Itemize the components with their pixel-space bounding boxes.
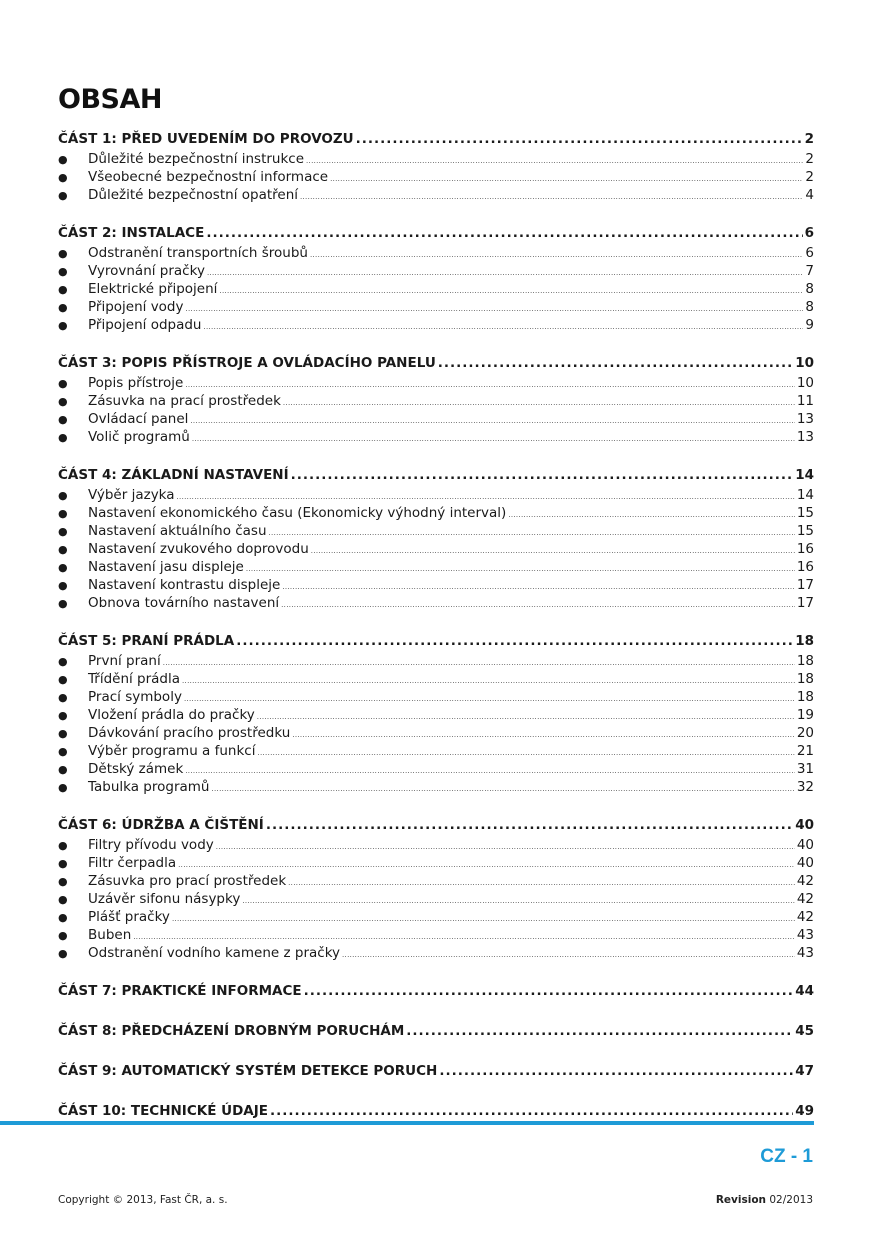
bullet-icon: ●: [58, 543, 68, 556]
dot-leader: [206, 222, 802, 244]
dot-leader: [304, 980, 794, 1002]
toc-item-page-number: 32: [796, 779, 814, 795]
toc-item[interactable]: [58, 742, 814, 760]
bullet-icon: ●: [58, 579, 68, 592]
toc-item-page-number: 40: [796, 837, 814, 853]
bullet-icon: ●: [58, 489, 68, 502]
toc-item-label: Připojení odpadu: [88, 317, 202, 333]
bullet-icon: ●: [58, 839, 68, 852]
toc-item-label: Zásuvka na prací prostředek: [88, 393, 281, 409]
toc-item-page-number: 15: [796, 523, 814, 539]
toc-item-page-number: 13: [796, 429, 814, 445]
revision-info: [716, 1194, 813, 1206]
toc-item-label: Popis přístroje: [88, 375, 184, 391]
bullet-icon: ●: [58, 709, 68, 722]
toc-section: [58, 1020, 814, 1042]
toc-item-label: Nastavení jasu displeje: [88, 559, 244, 575]
copyright-text: Copyright © 2013, Fast ČR, a. s.: [58, 1194, 228, 1206]
toc-item-label: Dávkování pracího prostředku: [88, 725, 291, 741]
toc-item-page-number: 6: [805, 245, 814, 261]
toc-item[interactable]: [58, 486, 814, 504]
toc-item-label: Vyrovnání pračky: [88, 263, 205, 279]
bullet-icon: ●: [58, 893, 68, 906]
toc-item[interactable]: [58, 652, 814, 670]
toc-item[interactable]: [58, 186, 814, 204]
toc-item-page-number: 15: [796, 505, 814, 521]
toc-section-heading[interactable]: [58, 464, 814, 486]
toc-item[interactable]: [58, 724, 814, 742]
toc-section-heading[interactable]: [58, 222, 814, 244]
bullet-icon: ●: [58, 265, 68, 278]
dot-leader: [133, 926, 795, 946]
section-title: ČÁST 9: AUTOMATICKÝ SYSTÉM DETEKCE PORUCH: [58, 1063, 438, 1079]
bullet-icon: ●: [58, 431, 68, 444]
toc-item-label: Vložení prádla do pračky: [88, 707, 255, 723]
dot-leader: [246, 558, 795, 578]
toc-item-page-number: 11: [796, 393, 814, 409]
toc-section: [58, 1060, 814, 1082]
toc-item[interactable]: [58, 504, 814, 522]
toc-item[interactable]: [58, 594, 814, 612]
section-page-number: 6: [804, 225, 814, 241]
toc-item-page-number: 4: [805, 187, 814, 203]
bullet-icon: ●: [58, 875, 68, 888]
toc-item-label: Nastavení aktuálního času: [88, 523, 267, 539]
toc-item[interactable]: [58, 298, 814, 316]
section-page-number: 2: [804, 131, 814, 147]
toc-item-label: Třídění prádla: [88, 671, 181, 687]
toc-item[interactable]: [58, 688, 814, 706]
toc-item[interactable]: [58, 836, 814, 854]
toc-item[interactable]: [58, 244, 814, 262]
dot-leader: [281, 594, 795, 614]
dot-leader: [212, 778, 795, 798]
bullet-icon: ●: [58, 171, 68, 184]
toc-item-label: Nastavení kontrastu displeje: [88, 577, 281, 593]
toc-item-label: Nastavení zvukového doprovodu: [88, 541, 309, 557]
dot-leader: [177, 486, 795, 506]
toc-section: [58, 1100, 814, 1122]
toc-item-label: Odstranění transportních šroubů: [88, 245, 308, 261]
toc-section: [58, 464, 814, 612]
toc-item-page-number: 8: [805, 299, 814, 315]
dot-leader: [186, 298, 804, 318]
toc-item-label: Elektrické připojení: [88, 281, 218, 297]
bullet-icon: ●: [58, 319, 68, 332]
toc-item-page-number: 42: [796, 909, 814, 925]
toc-section-heading[interactable]: [58, 128, 814, 150]
toc-section: [58, 222, 814, 334]
toc-item-label: Výběr programu a funkcí: [88, 743, 256, 759]
dot-leader: [219, 280, 803, 300]
toc-item-page-number: 31: [796, 761, 814, 777]
toc-item[interactable]: [58, 778, 814, 796]
dot-leader: [311, 540, 795, 560]
toc-item-label: Filtry přívodu vody: [88, 837, 214, 853]
section-title: ČÁST 10: TECHNICKÉ ÚDAJE: [58, 1103, 268, 1119]
toc-item-page-number: 2: [805, 151, 814, 167]
dot-leader: [269, 522, 795, 542]
bullet-icon: ●: [58, 189, 68, 202]
toc-item[interactable]: [58, 872, 814, 890]
toc-item[interactable]: [58, 576, 814, 594]
dot-leader: [192, 428, 795, 448]
toc-item-page-number: 21: [796, 743, 814, 759]
section-title: ČÁST 1: PŘED UVEDENÍM DO PROVOZU: [58, 131, 354, 147]
toc-item[interactable]: [58, 150, 814, 168]
dot-leader: [508, 504, 794, 524]
toc-item-label: Filtr čerpadla: [88, 855, 177, 871]
section-title: ČÁST 6: ÚDRŽBA A ČIŠTĚNÍ: [58, 817, 264, 833]
section-title: ČÁST 7: PRAKTICKÉ INFORMACE: [58, 983, 302, 999]
toc-item-page-number: 13: [796, 411, 814, 427]
dot-leader: [288, 872, 795, 892]
toc-section-heading[interactable]: [58, 352, 814, 374]
toc-item-page-number: 9: [805, 317, 814, 333]
dot-leader: [257, 706, 795, 726]
toc-item[interactable]: [58, 168, 814, 186]
bullet-icon: ●: [58, 929, 68, 942]
bullet-icon: ●: [58, 745, 68, 758]
toc-item[interactable]: [58, 854, 814, 872]
toc-item-page-number: 17: [796, 577, 814, 593]
toc-item-page-number: 42: [796, 873, 814, 889]
dot-leader: [172, 908, 795, 928]
toc-item-label: Volič programů: [88, 429, 190, 445]
bullet-icon: ●: [58, 395, 68, 408]
toc-section: [58, 980, 814, 1002]
toc-item-page-number: 16: [796, 559, 814, 575]
toc-section: [58, 352, 814, 446]
revision-label: Revision: [715, 1194, 767, 1206]
toc-item-page-number: 43: [796, 927, 814, 943]
toc-item-label: Všeobecné bezpečnostní informace: [88, 169, 329, 185]
toc-item[interactable]: [58, 670, 814, 688]
page-title: OBSAH: [58, 84, 162, 115]
dot-leader: [236, 630, 793, 652]
toc-item-page-number: 7: [805, 263, 814, 279]
bullet-icon: ●: [58, 597, 68, 610]
dot-leader: [283, 392, 795, 412]
toc-item-label: První praní: [88, 653, 161, 669]
toc-item[interactable]: [58, 890, 814, 908]
bullet-icon: ●: [58, 301, 68, 314]
bullet-icon: ●: [58, 507, 68, 520]
toc-item-label: Ovládací panel: [88, 411, 189, 427]
dot-leader: [185, 374, 794, 394]
section-page-number: 45: [795, 1023, 814, 1039]
toc-section-heading[interactable]: [58, 980, 814, 1002]
revision-value: 02/2013: [769, 1194, 813, 1206]
dot-leader: [300, 186, 803, 206]
toc-section-heading[interactable]: [58, 630, 814, 652]
section-page-number: 47: [795, 1063, 814, 1079]
bullet-icon: ●: [58, 781, 68, 794]
toc-section: [58, 128, 814, 204]
footer-divider: [0, 1121, 814, 1125]
dot-leader: [406, 1020, 793, 1042]
dot-leader: [306, 150, 803, 170]
bullet-icon: ●: [58, 525, 68, 538]
dot-leader: [330, 168, 803, 188]
toc-item-page-number: 8: [805, 281, 814, 297]
bullet-icon: ●: [58, 655, 68, 668]
bullet-icon: ●: [58, 911, 68, 924]
dot-leader: [185, 760, 795, 780]
toc-section: [58, 630, 814, 796]
toc-item-page-number: 18: [796, 689, 814, 705]
dot-leader: [342, 944, 795, 964]
dot-leader: [190, 410, 794, 430]
dot-leader: [356, 128, 803, 150]
toc-item-page-number: 20: [796, 725, 814, 741]
toc-item[interactable]: [58, 908, 814, 926]
toc-item-label: Připojení vody: [88, 299, 184, 315]
dot-leader: [438, 352, 793, 374]
table-of-contents: [58, 128, 814, 1140]
toc-item-page-number: 18: [796, 653, 814, 669]
toc-item[interactable]: [58, 316, 814, 334]
section-page-number: 40: [795, 817, 814, 833]
toc-item[interactable]: [58, 944, 814, 962]
dot-leader: [257, 742, 794, 762]
toc-item[interactable]: [58, 428, 814, 446]
dot-leader: [182, 670, 795, 690]
bullet-icon: ●: [58, 673, 68, 686]
section-page-number: 10: [795, 355, 814, 371]
dot-leader: [292, 724, 795, 744]
dot-leader: [207, 262, 803, 282]
toc-item-label: Výběr jazyka: [88, 487, 175, 503]
toc-item[interactable]: [58, 558, 814, 576]
toc-item-label: Obnova továrního nastavení: [88, 595, 280, 611]
toc-section-heading[interactable]: [58, 1020, 814, 1042]
toc-item[interactable]: [58, 410, 814, 428]
toc-item[interactable]: [58, 522, 814, 540]
toc-section-heading[interactable]: [58, 814, 814, 836]
section-title: ČÁST 2: INSTALACE: [58, 225, 205, 241]
dot-leader: [310, 244, 803, 264]
section-title: ČÁST 8: PŘEDCHÁZENÍ DROBNÝM PORUCHÁM: [58, 1023, 405, 1039]
dot-leader: [163, 652, 795, 672]
toc-item-page-number: 14: [796, 487, 814, 503]
bullet-icon: ●: [58, 727, 68, 740]
toc-section-heading[interactable]: [58, 1100, 814, 1122]
section-title: ČÁST 5: PRANÍ PRÁDLA: [58, 633, 235, 649]
toc-item-page-number: 19: [796, 707, 814, 723]
dot-leader: [282, 576, 794, 596]
bullet-icon: ●: [58, 153, 68, 166]
toc-item-page-number: 43: [796, 945, 814, 961]
toc-item-label: Uzávěr sifonu násypky: [88, 891, 241, 907]
toc-item-page-number: 16: [796, 541, 814, 557]
toc-item-label: Dětský zámek: [88, 761, 184, 777]
page-number: CZ - 1: [760, 1146, 813, 1167]
toc-item-label: Plášť pračky: [88, 909, 170, 925]
toc-item[interactable]: [58, 280, 814, 298]
bullet-icon: ●: [58, 691, 68, 704]
toc-item[interactable]: [58, 540, 814, 558]
dot-leader: [291, 464, 794, 486]
toc-item-label: Nastavení ekonomického času (Ekonomicky výhodný interval): [88, 505, 507, 521]
dot-leader: [178, 854, 795, 874]
section-page-number: 44: [795, 983, 814, 999]
toc-item-label: Tabulka programů: [88, 779, 210, 795]
toc-item[interactable]: [58, 392, 814, 410]
toc-item-page-number: 17: [796, 595, 814, 611]
toc-item-page-number: 42: [796, 891, 814, 907]
bullet-icon: ●: [58, 283, 68, 296]
section-page-number: 18: [795, 633, 814, 649]
bullet-icon: ●: [58, 413, 68, 426]
toc-item[interactable]: [58, 374, 814, 392]
toc-item-page-number: 40: [796, 855, 814, 871]
toc-item[interactable]: [58, 262, 814, 280]
section-title: ČÁST 4: ZÁKLADNÍ NASTAVENÍ: [58, 467, 289, 483]
bullet-icon: ●: [58, 377, 68, 390]
toc-item-label: Zásuvka pro prací prostředek: [88, 873, 287, 889]
bullet-icon: ●: [58, 561, 68, 574]
dot-leader: [266, 814, 793, 836]
toc-item-page-number: 18: [796, 671, 814, 687]
dot-leader: [184, 688, 795, 708]
toc-item-label: Důležité bezpečnostní opatření: [88, 187, 298, 203]
bullet-icon: ●: [58, 947, 68, 960]
toc-item-page-number: 10: [796, 375, 814, 391]
dot-leader: [242, 890, 794, 910]
dot-leader: [270, 1100, 793, 1122]
toc-item-label: Důležité bezpečnostní instrukce: [88, 151, 305, 167]
toc-item[interactable]: [58, 760, 814, 778]
section-page-number: 14: [795, 467, 814, 483]
bullet-icon: ●: [58, 763, 68, 776]
toc-section-heading[interactable]: [58, 1060, 814, 1082]
toc-item-page-number: 2: [805, 169, 814, 185]
dot-leader: [203, 316, 803, 336]
bullet-icon: ●: [58, 247, 68, 260]
toc-item[interactable]: [58, 706, 814, 724]
dot-leader: [439, 1060, 793, 1082]
toc-item-label: Prací symboly: [88, 689, 182, 705]
toc-item-label: Odstranění vodního kamene z pračky: [88, 945, 341, 961]
section-page-number: 49: [795, 1103, 814, 1119]
bullet-icon: ●: [58, 857, 68, 870]
toc-section: [58, 814, 814, 962]
dot-leader: [216, 836, 795, 856]
toc-item[interactable]: [58, 926, 814, 944]
section-title: ČÁST 3: POPIS PŘÍSTROJE A OVLÁDACÍHO PANELU: [58, 355, 436, 371]
toc-item-label: Buben: [88, 927, 132, 943]
